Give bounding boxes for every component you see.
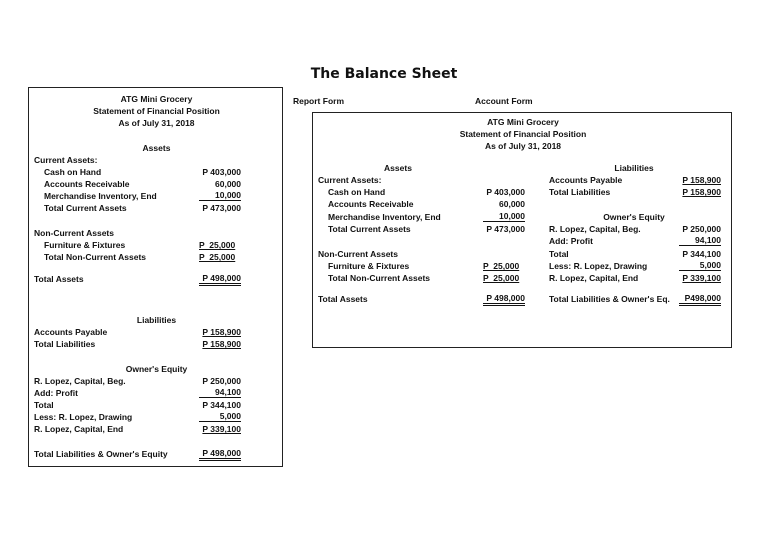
report-cap-end-value: P 339,100 xyxy=(202,424,241,434)
report-total-value: P 344,100 xyxy=(202,400,241,410)
account-ar-label: Accounts Receivable xyxy=(328,199,414,209)
account-total-noncurrent-value: P 25,000 xyxy=(483,273,520,283)
report-cash-label: Cash on Hand xyxy=(44,167,102,177)
report-statement: Statement of Financial Position xyxy=(93,106,220,116)
report-cap-beg-label: R. Lopez, Capital, Beg. xyxy=(34,376,126,386)
account-total-value: P 344,100 xyxy=(682,249,721,259)
report-date: As of July 31, 2018 xyxy=(118,118,195,128)
report-total-noncurrent-label: Total Non-Current Assets xyxy=(44,252,147,262)
report-ar-value: 60,000 xyxy=(215,179,241,189)
report-drawing-label: Less: R. Lopez, Drawing xyxy=(34,412,133,422)
account-inventory-value: 10,000 xyxy=(483,212,525,222)
report-noncurrent-heading: Non-Current Assets xyxy=(34,228,114,238)
report-furniture-label: Furniture & Fixtures xyxy=(44,240,126,250)
account-drawing-value: 5,000 xyxy=(679,261,721,271)
account-form-panel xyxy=(312,112,732,348)
report-total-noncurrent-value: P 25,000 xyxy=(199,252,236,262)
report-cap-beg-value: P 250,000 xyxy=(202,376,241,386)
report-ar-label: Accounts Receivable xyxy=(44,179,130,189)
report-profit-label: Add: Profit xyxy=(34,388,78,398)
account-cap-end-value: P 339,100 xyxy=(682,273,721,283)
report-furniture-value: P 25,000 xyxy=(199,240,236,250)
account-liabilities-heading: Liabilities xyxy=(614,163,654,173)
report-total-assets-label: Total Assets xyxy=(34,274,84,284)
account-form-label: Account Form xyxy=(475,96,533,106)
report-form-label: Report Form xyxy=(293,96,344,106)
account-statement: Statement of Financial Position xyxy=(459,129,587,139)
report-total-current-label: Total Current Assets xyxy=(44,203,127,213)
report-assets-heading: Assets xyxy=(142,143,171,153)
report-total-le-value: P 498,000 xyxy=(199,449,241,461)
report-cash-value: P 403,000 xyxy=(202,167,241,177)
account-cap-end-label: R. Lopez, Capital, End xyxy=(549,273,639,283)
account-inventory-label: Merchandise Inventory, End xyxy=(328,212,441,222)
report-ap-value: P 158,900 xyxy=(202,327,241,337)
account-total-current-value: P 473,000 xyxy=(486,224,525,234)
account-company: ATG Mini Grocery xyxy=(487,117,559,127)
account-total-le-label: Total Liabilities & Owner's Eq. xyxy=(549,294,670,304)
report-equity-heading: Owner's Equity xyxy=(125,364,188,374)
report-drawing-value: 5,000 xyxy=(199,412,241,422)
account-total-current-label: Total Current Assets xyxy=(328,224,411,234)
report-total-liabilities-value: P 158,900 xyxy=(202,339,241,349)
account-furniture-label: Furniture & Fixtures xyxy=(328,261,410,271)
account-assets-heading: Assets xyxy=(384,163,412,173)
report-ap-label: Accounts Payable xyxy=(34,327,108,337)
report-liabilities-heading: Liabilities xyxy=(136,315,177,325)
report-inventory-value: 10,000 xyxy=(199,191,241,201)
account-drawing-label: Less: R. Lopez, Drawing xyxy=(549,261,648,271)
report-cap-end-label: R. Lopez, Capital, End xyxy=(34,424,124,434)
report-form-panel xyxy=(28,87,283,467)
report-company: ATG Mini Grocery xyxy=(120,94,193,104)
account-noncurrent-heading: Non-Current Assets xyxy=(318,249,398,259)
account-profit-value: 94,100 xyxy=(679,236,721,246)
account-cap-beg-value: P 250,000 xyxy=(682,224,721,234)
account-current-assets-heading: Current Assets: xyxy=(318,175,382,185)
account-profit-label: Add: Profit xyxy=(549,236,593,246)
report-current-assets-heading: Current Assets: xyxy=(34,155,98,165)
report-total-assets-value: P 498,000 xyxy=(199,274,241,286)
account-ar-value: 60,000 xyxy=(499,199,525,209)
account-equity-heading: Owner's Equity xyxy=(603,212,665,222)
account-ap-label: Accounts Payable xyxy=(549,175,623,185)
account-date: As of July 31, 2018 xyxy=(484,141,562,151)
report-total-le-label: Total Liabilities & Owner's Equity xyxy=(34,449,168,459)
report-total-liabilities-label: Total Liabilities xyxy=(34,339,96,349)
account-ap-value: P 158,900 xyxy=(682,175,721,185)
account-total-liabilities-label: Total Liabilities xyxy=(549,187,611,197)
account-cash-value: P 403,000 xyxy=(486,187,525,197)
page-title: The Balance Sheet xyxy=(310,66,458,82)
report-total-current-value: P 473,000 xyxy=(202,203,241,213)
account-furniture-value: P 25,000 xyxy=(483,261,520,271)
account-total-label: Total xyxy=(549,249,569,259)
report-profit-value: 94,100 xyxy=(199,388,241,398)
account-total-liabilities-value: P 158,900 xyxy=(682,187,721,197)
account-total-le-value: P498,000 xyxy=(679,294,721,306)
account-total-noncurrent-label: Total Non-Current Assets xyxy=(328,273,431,283)
account-total-assets-value: P 498,000 xyxy=(483,294,525,306)
account-cap-beg-label: R. Lopez, Capital, Beg. xyxy=(549,224,641,234)
report-total-label: Total xyxy=(34,400,54,410)
report-inventory-label: Merchandise Inventory, End xyxy=(44,191,157,201)
account-cash-label: Cash on Hand xyxy=(328,187,386,197)
account-total-assets-label: Total Assets xyxy=(318,294,368,304)
